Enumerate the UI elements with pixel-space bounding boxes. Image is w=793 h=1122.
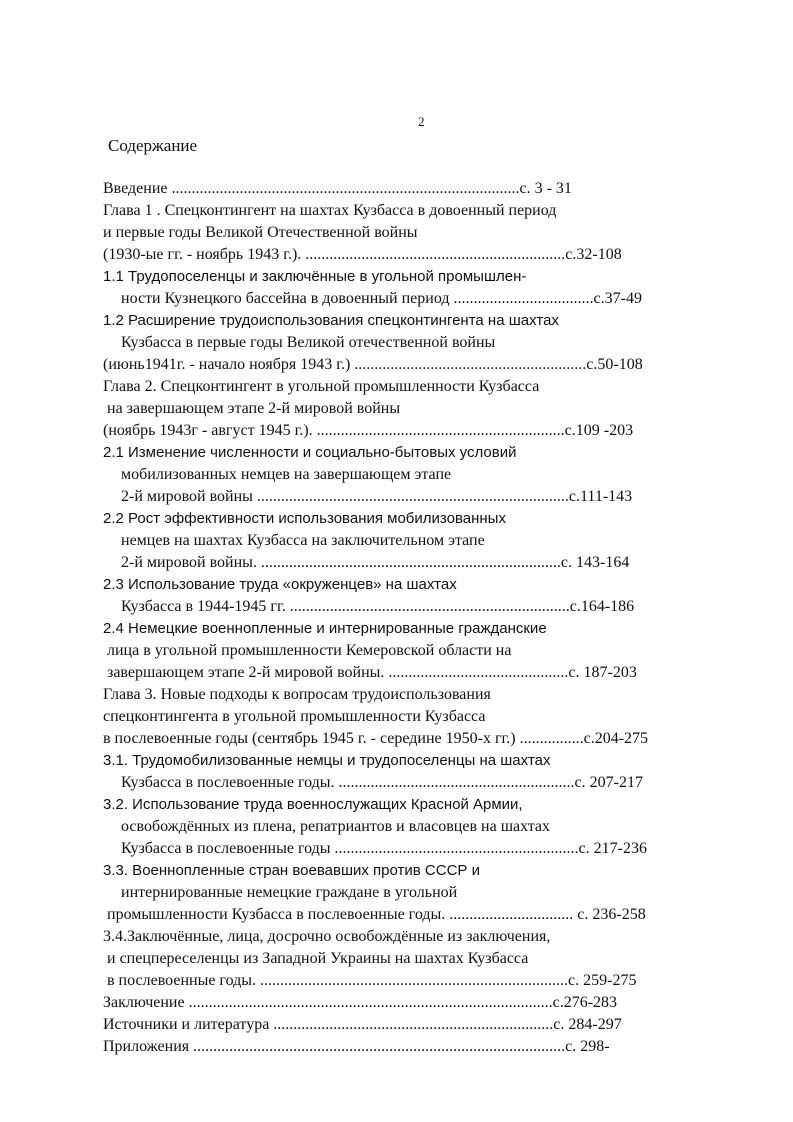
table-of-contents	[103, 178, 753, 1058]
toc-line: промышленности Кузбасса в послевоенные годы. ............................... с. 236-258	[107, 906, 646, 923]
toc-line: 3.3. Военнопленные стран воевавших против СССР и	[103, 862, 480, 879]
toc-line: освобождённых из плена, репатриантов и власовцев на шахтах	[121, 818, 550, 835]
page-number: 2	[418, 114, 425, 129]
toc-line: Кузбасса в послевоенные годы .............................................................с. 217-236	[121, 840, 647, 857]
toc-line: 1.2 Расширение трудоиспользования спецконтингента на шахтах	[103, 312, 559, 329]
toc-line: Кузбасса в послевоенные годы. ...........................................................с. 207-217	[121, 774, 643, 791]
toc-line: мобилизованных немцев на завершающем этапе	[121, 466, 452, 483]
toc-line: интернированные немецкие граждане в угольной	[121, 884, 458, 901]
toc-line: Введение .......................................................................................с. 3 - 31	[103, 180, 572, 197]
toc-line: 2-й мировой войны ..............................................................................с.111-143	[121, 488, 633, 505]
toc-line: Кузбасса в 1944-1945 гг. ......................................................................с.164-186	[121, 598, 635, 615]
toc-line: в послевоенные годы. .............................................................................с. 259-275	[107, 972, 637, 989]
toc-line: лица в угольной промышленности Кемеровской области на	[107, 642, 512, 659]
toc-line: (1930-ые гг. - ноябрь 1943 г.). .................................................................с.32-108	[103, 246, 622, 263]
toc-line: 2.3 Использование труда «окруженцев» на шахтах	[103, 576, 457, 593]
toc-line: и спецпереселенцы из Западной Украины на шахтах Кузбасса	[107, 950, 529, 967]
toc-line: Глава 1 . Спецконтингент на шахтах Кузбасса в довоенный период	[103, 202, 557, 219]
toc-line: на завершающем этапе 2-й мировой войны	[107, 400, 401, 417]
toc-line: 2-й мировой войны. ...........................................................................с. 143-164	[121, 554, 630, 571]
toc-line: в послевоенные годы (сентябрь 1945 г. - середине 1950-х гг.) ................с.204-275	[103, 730, 649, 747]
toc-line: 2.2 Рост эффективности использования мобилизованных	[103, 510, 506, 527]
toc-line: 3.4.Заключённые, лица, досрочно освобождённые из заключения,	[103, 928, 551, 945]
toc-line: ности Кузнецкого бассейна в довоенный период ...................................с.37-49	[121, 290, 642, 307]
toc-line: и первые годы Великой Отечественной войны	[103, 224, 418, 241]
toc-line: 3.2. Использование труда военнослужащих Красной Армии,	[103, 796, 523, 813]
toc-line: 3.1. Трудомобилизованные немцы и трудопоселенцы на шахтах	[103, 752, 551, 769]
toc-line: (ноябрь 1943г - август 1945 г.). ..............................................................с.109 -203	[103, 422, 634, 439]
toc-line: Глава 3. Новые подходы к вопросам трудоиспользования	[103, 686, 491, 703]
toc-line: Кузбасса в первые годы Великой отечественной войны	[121, 334, 496, 351]
toc-line: Источники и литература ......................................................................с. 284-297	[103, 1016, 622, 1033]
toc-line: Глава 2. Спецконтингент в угольной промышленности Кузбасса	[103, 378, 540, 395]
toc-line: (июнь1941г. - начало ноября 1943 г.) ..........................................................с.50-108	[103, 356, 643, 373]
toc-line: 2.4 Немецкие военнопленные и интернированные гражданские	[103, 620, 547, 637]
toc-line: спецконтингента в угольной промышленности Кузбасса	[103, 708, 486, 725]
toc-line: Приложения .............................................................................................с. 298-	[103, 1038, 610, 1055]
toc-line: завершающем этапе 2-й мировой войны. .............................................с. 187-203	[107, 664, 637, 681]
toc-line: 1.1 Трудопоселенцы и заключённые в угольной промышлен-	[103, 268, 527, 285]
toc-line: немцев на шахтах Кузбасса на заключительном этапе	[121, 532, 485, 549]
toc-line: 2.1 Изменение численности и социально-бытовых условий	[103, 444, 517, 461]
page-title: Содержание	[108, 136, 198, 155]
toc-line: Заключение ...........................................................................................с.276-283	[103, 994, 618, 1011]
